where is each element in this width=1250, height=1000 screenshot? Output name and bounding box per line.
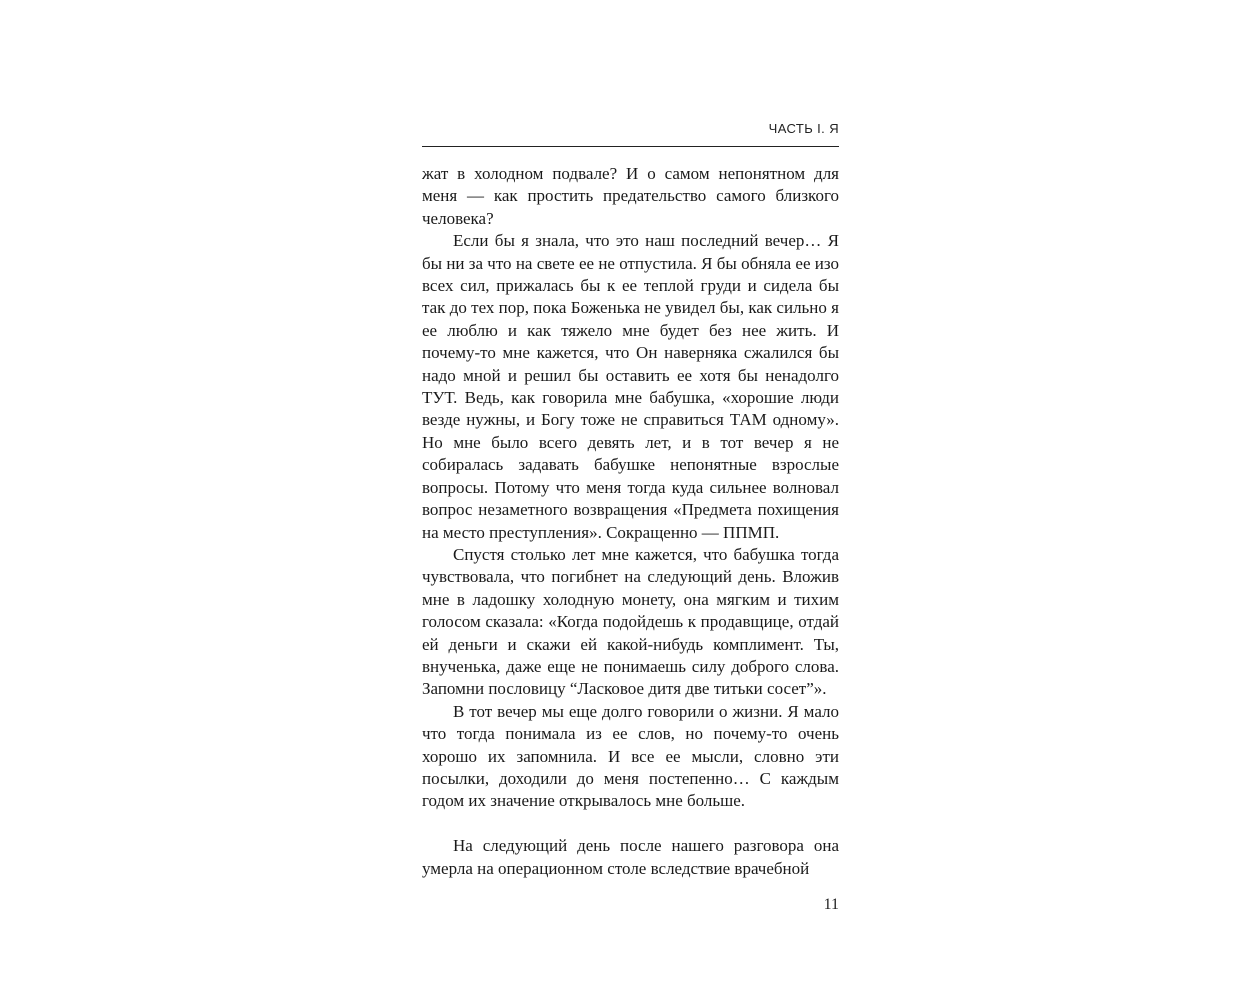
paragraph-5: На следующий день после нашего разговора она умерла на операционном столе вследствие врачебной — [422, 836, 839, 878]
page-number: 11 — [823, 896, 839, 913]
paragraph-4: В тот вечер мы еще долго говорили о жизни. Я мало что тогда понимала из ее слов, но почему-то очень хорошо их запомнила. И все ее мысли, словно эти посылки, доходили до меня постепенно… С каждым годом их значение открывалось мне больше. — [422, 701, 839, 811]
header-rule — [422, 146, 839, 147]
paragraph-2: Если бы я знала, что это наш последний вечер… Я бы ни за что на свете ее не отпустила. Я бы обняла ее изо всех сил, прижалась бы к ее теплой груди и сидела бы так до тех пор, пока Боженька не увидел бы, как сильно я ее люблю и как тяжело мне будет без нее жить. И почему-то мне кажется, что Он наверняка сжалился бы надо мной и решил бы оставить ее хотя бы ненадолго ТУТ. Ведь, как говорила мне бабушка, «хорошие люди везде нужны, и Богу тоже не справиться ТАМ одному». Но мне было всего девять лет, и в тот вечер я не собиралась задавать бабушке непонятные взрослые вопросы. Потому что меня тогда куда сильнее волновал вопрос незаметного возвращения «Предмета похищения на место преступления». Сокращенно — ППМП. — [422, 231, 839, 542]
body-text — [422, 163, 839, 880]
section-break — [422, 813, 839, 835]
running-head: ЧАСТЬ I. Я — [768, 121, 839, 136]
paragraph-1: жат в холодном подвале? И о самом непонятном для меня — как простить предательство самого близкого человека? — [422, 164, 839, 228]
paragraph-3: Спустя столько лет мне кажется, что бабушка тогда чувствовала, что погибнет на следующий день. Вложив мне в ладошку холодную монету, она мягким и тихим голосом сказала: «Когда подойдешь к продавщице, отдай ей деньги и скажи ей какой-нибудь комплимент. Ты, внученька, даже еще не понимаешь силу доброго слова. Запомни пословицу “Ласковое дитя две титьки сосет”». — [422, 544, 839, 699]
